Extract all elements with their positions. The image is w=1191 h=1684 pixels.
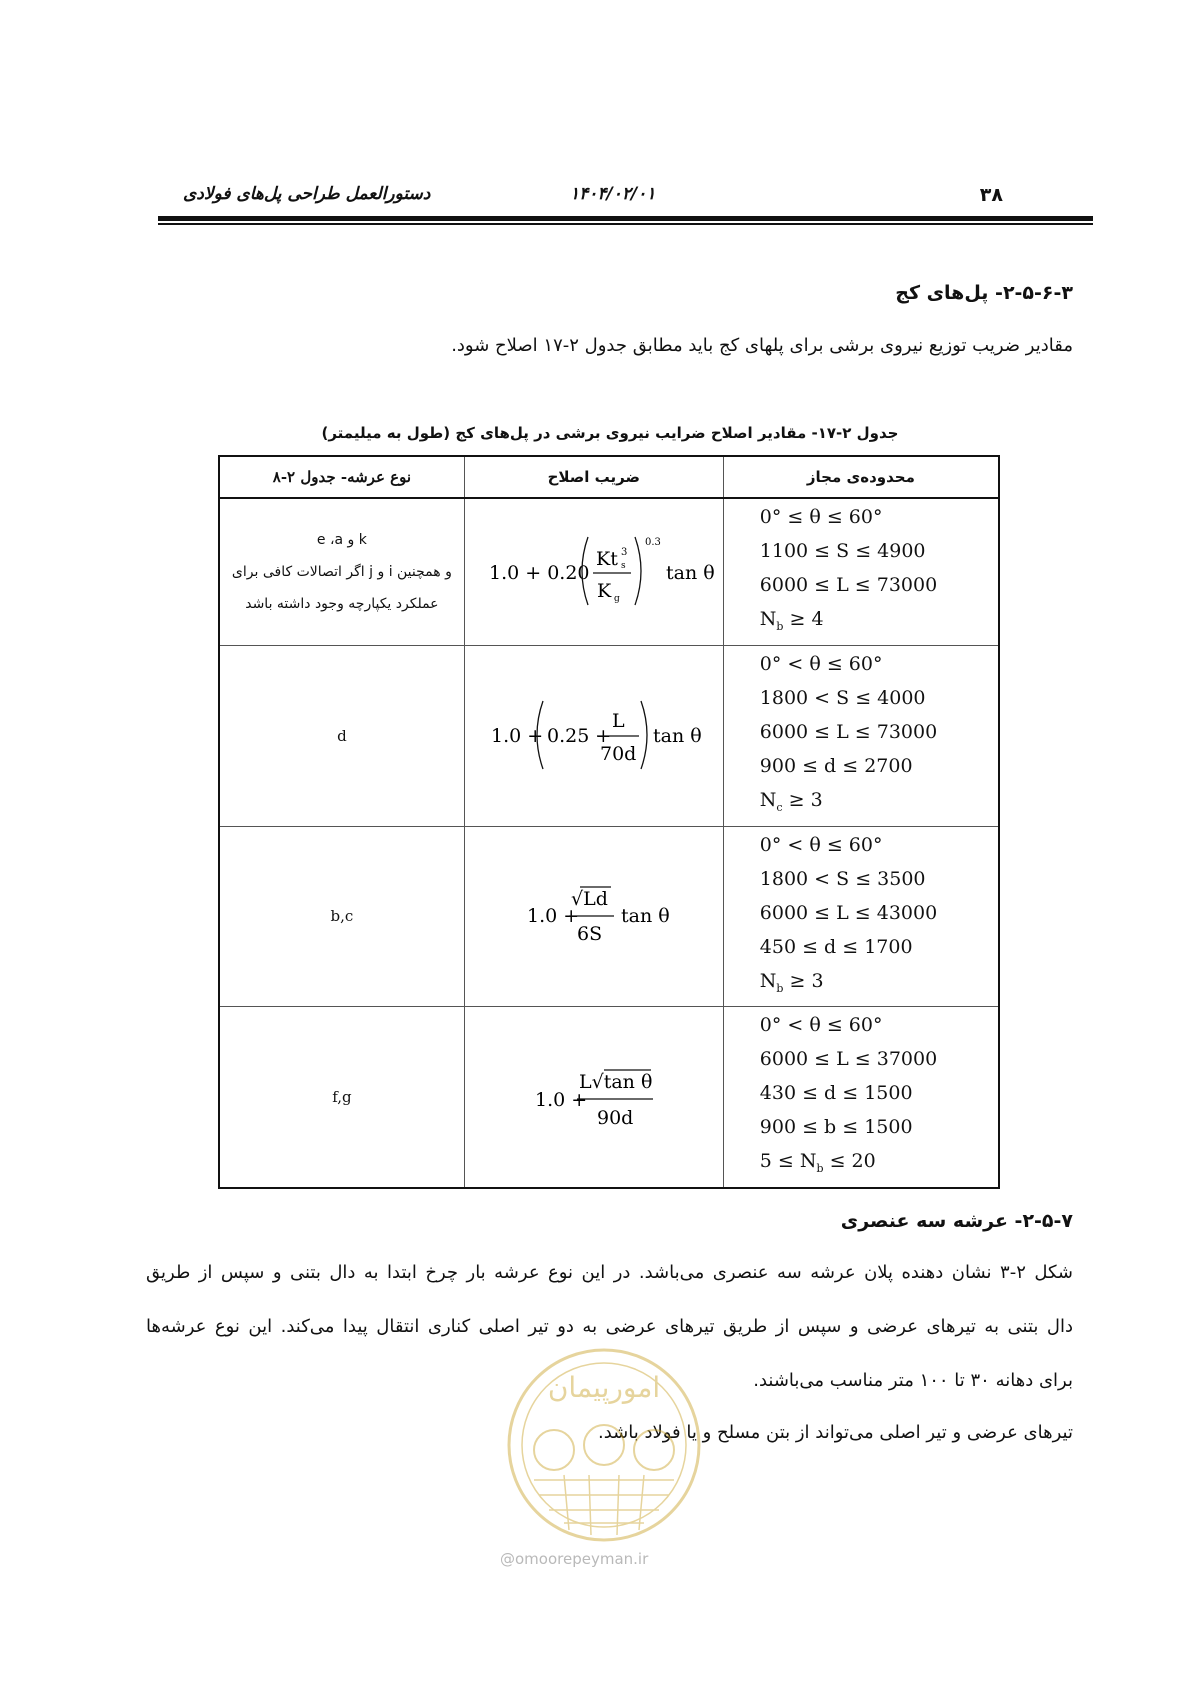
formula-skew-bc: [469, 859, 719, 969]
table-header-row: [219, 456, 999, 498]
limit-Nb: $5 \le N_b \le 20$: [759, 1150, 876, 1176]
svg-text:Kt: Kt: [595, 547, 618, 570]
table-row: [219, 498, 999, 645]
header-date: ۱۴۰۴/۰۲/۰۱: [570, 184, 656, 204]
svg-text:70d: 70d: [599, 742, 637, 765]
limit-Nc: $N_c \ge 3$: [759, 788, 823, 814]
header-title: دستورالعمل طراحی پل‌های فولادی: [183, 184, 431, 204]
svg-text:0.3: 0.3: [644, 536, 661, 548]
header-rule-thin: [158, 223, 1093, 225]
table-row: [219, 645, 999, 826]
deck-type: b,c: [219, 826, 464, 1007]
limit-Nb: $N_b \ge 4$: [759, 608, 824, 633]
deck-type: f,g: [219, 1007, 464, 1188]
correction-formula: [464, 1007, 723, 1188]
limit-d: 450 ≤ d ≤ 1700: [759, 935, 913, 958]
limit-S: 1800 < S ≤ 3500: [759, 867, 926, 890]
limit-d: 430 ≤ d ≤ 1500: [759, 1082, 913, 1105]
svg-text:1.0 +: 1.0 +: [490, 724, 543, 747]
deck-type-cell: [219, 498, 464, 645]
correction-formula: [464, 826, 723, 1007]
svg-text:0.25 +: 0.25 +: [546, 724, 612, 747]
svg-text:1.0 + 0.20: 1.0 + 0.20: [488, 561, 590, 584]
limit-L: 6000 ≤ L ≤ 37000: [759, 1048, 938, 1071]
limit-S: 1100 ≤ S ≤ 4900: [759, 540, 926, 562]
limit-b: 900 ≤ b ≤ 1500: [759, 1116, 913, 1139]
formula-skew-fg: [469, 1040, 719, 1150]
section-heading-skew-bridges: ۲-۵-۶-۳- پل‌های کج: [895, 282, 1073, 304]
shear-correction-table: [218, 455, 1000, 1189]
limits-cell: [723, 498, 999, 645]
limit-theta: 0° < θ ≤ 60°: [759, 652, 883, 675]
section-heading-three-element-deck: ۲-۵-۷- عرشه سه عنصری: [840, 1210, 1073, 1232]
svg-text:90d: 90d: [596, 1107, 634, 1130]
page-number: ۳۸: [979, 184, 1003, 206]
svg-text:1.0 +: 1.0 +: [526, 905, 579, 928]
header-deck-type: نوع عرشه- جدول ۲-۸: [219, 456, 464, 498]
watermark-logo: [494, 1345, 714, 1545]
header-correction-factor: ضریب اصلاح: [464, 456, 723, 498]
watermark-site: @omoorepeyman.ir: [500, 1550, 649, 1568]
correction-formula: [464, 645, 723, 826]
limits-cell: [723, 645, 999, 826]
svg-text:tan θ: tan θ: [665, 561, 715, 584]
svg-text:L: L: [611, 709, 625, 732]
svg-text:امورپیمان: امورپیمان: [547, 1371, 661, 1404]
section-paragraph-line: شکل ۲-۳ نشان دهنده پلان عرشه سه عنصری می‌باشد. در این نوع عرشه بار چرخ ابتدا به دال بتنی و سپس از طریق: [146, 1262, 1073, 1283]
svg-text:6S: 6S: [576, 923, 602, 946]
limits-cell: [723, 826, 999, 1007]
deck-type: k و e ،a: [316, 531, 367, 548]
section-paragraph: مقادیر ضریب توزیع نیروی برشی برای پلهای کج باید مطابق جدول ۲-۱۷ اصلاح شود.: [451, 335, 1073, 356]
deck-type: d: [219, 645, 464, 826]
limit-theta: 0° < θ ≤ 60°: [759, 1014, 883, 1037]
limit-L: 6000 ≤ L ≤ 73000: [759, 720, 938, 743]
svg-text:L√tan θ: L√tan θ: [578, 1071, 653, 1094]
section-paragraph-line: دال بتنی به تیرهای عرضی و سپس از طریق تیرهای عرضی به دو تیر اصلی کناری انتقال پیدا می‌کند. این نوع عرشه‌ها: [146, 1316, 1073, 1337]
table-row: [219, 826, 999, 1007]
svg-text:tan θ: tan θ: [652, 724, 702, 747]
limit-L: 6000 ≤ L ≤ 43000: [759, 901, 938, 924]
section-paragraph-line: تیرهای عرضی و تیر اصلی می‌تواند از بتن مسلح و یا فولاد باشد.: [597, 1422, 1073, 1443]
header-allowed-range: محدوده‌ی مجاز: [723, 456, 999, 498]
header-rule: [158, 216, 1093, 221]
svg-text:1.0 +: 1.0 +: [534, 1089, 587, 1112]
table-row: [219, 1007, 999, 1188]
limit-Nb: $N_b \ge 3$: [759, 969, 824, 995]
correction-formula: [464, 498, 723, 645]
limit-L: 6000 ≤ L ≤ 73000: [759, 574, 938, 596]
svg-text:√Ld: √Ld: [570, 888, 608, 911]
formula-skew-a: [469, 515, 719, 625]
limit-theta: 0° < θ ≤ 60°: [759, 833, 883, 856]
limit-theta: 0° ≤ θ ≤ 60°: [759, 506, 883, 528]
limits-cell: [723, 1007, 999, 1188]
section-paragraph-line: برای دهانه ۳۰ تا ۱۰۰ متر مناسب می‌باشند.: [753, 1370, 1073, 1391]
deck-type-note: عملکرد یکپارچه وجود داشته باشد: [245, 595, 439, 612]
formula-skew-d: [469, 679, 719, 789]
table-caption: جدول ۲-۱۷- مقادیر اصلاح ضرایب نیروی برشی در پل‌های کج (طول به میلیمتر): [321, 424, 899, 442]
svg-text:K: K: [596, 579, 611, 602]
svg-text:s: s: [620, 560, 626, 571]
deck-type-note: و همچنین i و j اگر اتصالات کافی برای: [231, 563, 452, 580]
limit-d: 900 ≤ d ≤ 2700: [759, 754, 913, 777]
svg-text:g: g: [613, 593, 620, 604]
svg-text:tan θ: tan θ: [620, 905, 670, 928]
limit-S: 1800 < S ≤ 4000: [759, 686, 926, 709]
svg-text:3: 3: [620, 546, 628, 558]
